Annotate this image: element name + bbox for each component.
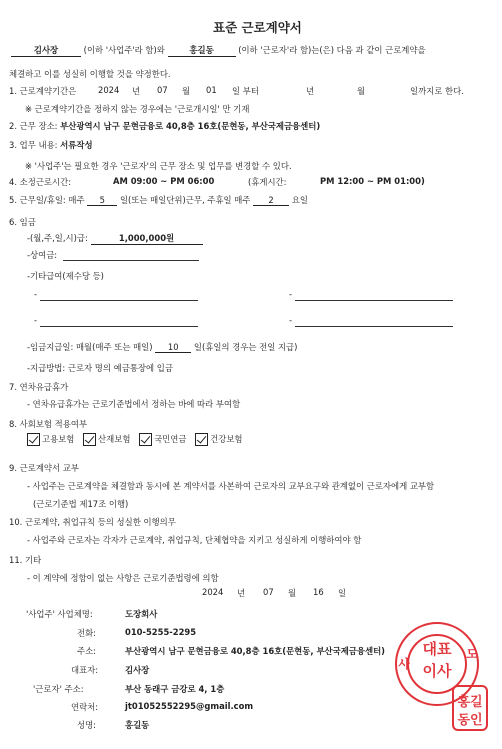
s1-start-day: 01 (206, 85, 217, 95)
employer-heading: '사업주' 사업체명: (26, 609, 93, 619)
intro-line-1 (11, 44, 426, 57)
weekly-holiday: 2 (253, 195, 289, 206)
insurance-pension[interactable] (139, 434, 186, 444)
s8-label: 8. 사회보험 적용여부 (9, 419, 88, 429)
other-pay-dash-2: - (289, 289, 293, 299)
s1-label: 1. 근로계약기간은 (9, 86, 77, 96)
employee-name-label: 성명: (77, 720, 97, 730)
intro-text-2: (이하 '근로자'라 함)는(은) 다음 과 같이 근로계약을 (238, 45, 426, 55)
insurance-employment[interactable] (27, 434, 74, 444)
other-pay-dash-3: - (34, 315, 38, 325)
rep-name: 김사장 (125, 665, 150, 675)
s3-row (9, 139, 93, 151)
checkbox-checked-icon[interactable] (195, 433, 208, 446)
employer-name: 김사장 (11, 44, 81, 57)
s6-wage-row (27, 232, 203, 245)
seal-left-text: 사 (398, 657, 410, 671)
s11-label: 11. 기타 (9, 555, 42, 565)
company-name: 도장회사 (125, 609, 158, 619)
bonus-label: -상여금: (27, 250, 58, 260)
work-place: 부산광역시 남구 문현금융로 40,8층 16호(문현동, 부산국제금융센터) (60, 121, 321, 131)
s1-start-month: 07 (157, 85, 168, 95)
other-pay-dash-1: - (34, 289, 38, 299)
s10-text: - 사업주와 근로자는 각자가 근로계약, 취업규칙, 단체협약을 지키고 성실하게 이행하여야 함 (27, 535, 362, 545)
s5-label: 5. 근무일/휴일: 매주 (9, 195, 85, 205)
job-description: 서류작성 (60, 140, 93, 150)
pay-method: -지급방법: 근로자 명의 예금통장에 입금 (27, 363, 173, 373)
s4-label: 4. 소정근로시간: (9, 177, 72, 187)
checkbox-checked-icon[interactable] (27, 433, 40, 446)
insurance-checkboxes (27, 433, 243, 446)
s7-label: 7. 연차유급휴가 (9, 382, 69, 392)
payday-value: 10 (155, 342, 191, 353)
work-hours: AM 09:00 ~ PM 06:00 (113, 176, 215, 186)
employer-address: 부산광역시 남구 문현금융로 40,8층 16호(문현동, 부산국제금융센터) (125, 646, 385, 656)
break-hours: PM 12:00 ~ PM 01:00) (320, 176, 425, 186)
intro-text-1: (이하 '사업주'라 함)와 (83, 45, 165, 55)
s3-note: ※ '사업주'는 필요한 경우 '근로자'의 근무 장소 및 업무를 변경할 수 있다. (25, 161, 292, 171)
s9-label: 9. 근로계약서 교부 (9, 463, 79, 473)
insurance-label: 국민연금 (154, 434, 187, 444)
wage-label: -(월,주,일,시)급: (27, 233, 88, 243)
s9-text-1: - 사업주는 근로계약을 체결함과 동시에 본 계약서를 사본하여 근로자의 교부요구와 관계없이 근로자에게 교부함 (27, 481, 435, 491)
sign-day-unit: 일 (338, 588, 347, 598)
checkbox-checked-icon[interactable] (139, 433, 152, 446)
other-pay-dash-4: - (289, 315, 293, 325)
break-label: (휴게시간: (248, 177, 287, 187)
s10-label: 10. 근로계약, 취업규칙 등의 성실한 이행의무 (9, 517, 176, 527)
s1-start-year: 2024 (98, 85, 120, 95)
s1-year-unit: 년 (132, 86, 141, 96)
employer-addr-label: 주소: (77, 646, 97, 656)
insurance-label: 건강보험 (210, 434, 243, 444)
payday-label: -임금지급일: 매월(매주 또는 매일) (27, 342, 153, 352)
s3-label: 3. 업무 내용: (9, 140, 58, 150)
sign-day: 16 (313, 587, 324, 597)
payday-tail: 일(휴일의 경우는 전일 지급) (193, 342, 298, 352)
other-pay-line-1 (40, 300, 198, 301)
seal-name-bottom: 동인 (457, 713, 483, 728)
sign-year: 2024 (202, 587, 224, 597)
seal-mid-text: 이사 (422, 662, 452, 680)
employer-phone: 010-5255-2295 (125, 627, 197, 637)
employee-signature-name: 홍길동 (125, 720, 150, 730)
insurance-label: 고용보험 (42, 434, 75, 444)
s1-day-unit: 일 부터 (232, 86, 259, 96)
seal-top-text: 대표 (422, 640, 452, 658)
work-days: 5 (87, 195, 117, 206)
s1-note: ※ 근로계약기간을 정하지 않는 경우에는 '근로개시일' 만 기재 (25, 104, 250, 114)
other-pay-line-2 (295, 300, 453, 301)
insurance-industrial[interactable] (83, 434, 130, 444)
sign-month: 07 (263, 587, 274, 597)
s6-payday-row (27, 341, 297, 353)
employee-addr-label: '근로자' 주소: (33, 684, 84, 694)
seal-stamp (389, 618, 493, 734)
s5-mid: 일(또는 매일단위)근무, 주휴일 매주 (119, 195, 251, 205)
insurance-label: 산재보험 (98, 434, 131, 444)
sign-month-unit: 월 (288, 588, 297, 598)
page-title: 표준 근로계약서 (213, 20, 302, 35)
contact-label: 연락처: (71, 702, 99, 712)
wage-amount: 1,000,000원 (91, 232, 203, 245)
employee-name: 홍길동 (168, 44, 236, 57)
s7-text: - 연차유급휴가는 근로기준법에서 정하는 바에 따라 부여함 (27, 399, 241, 409)
phone-label: 전화: (77, 628, 97, 638)
sign-year-unit: 년 (237, 588, 246, 598)
other-pay-line-4 (295, 326, 453, 327)
s2-label: 2. 근무 장소: (9, 121, 58, 131)
rep-label: 대표자: (71, 665, 99, 675)
insurance-health[interactable] (195, 434, 242, 444)
employee-address: 부산 동래구 금강로 4, 1층 (125, 684, 225, 694)
s11-text: - 이 계약에 정함이 없는 사항은 근로기준법령에 의함 (27, 573, 219, 583)
s5-row (9, 194, 308, 206)
s2-row (9, 120, 320, 132)
other-pay-label: -기타급여(제수당 등) (27, 271, 104, 281)
seal-right-text: 도 (466, 647, 478, 661)
s6-label: 6. 임금 (9, 217, 36, 227)
s9-text-2: (근로기준법 제17조 이행) (33, 499, 129, 509)
s1-month-unit: 월 (182, 86, 191, 96)
s1-end-day-unit: 일까지로 한다. (410, 86, 464, 96)
s1-end-year-unit: 년 (306, 86, 315, 96)
intro-line-2: 체결하고 이를 성실히 이행할 것을 약정한다. (9, 69, 171, 79)
employee-contact: jt01052552295@gmail.com (125, 701, 254, 711)
seal-name-top: 홍길 (457, 695, 483, 710)
checkbox-checked-icon[interactable] (83, 433, 96, 446)
bonus-line (63, 260, 199, 261)
s1-end-month-unit: 월 (357, 86, 366, 96)
s5-tail: 요일 (291, 195, 308, 205)
other-pay-line-3 (40, 326, 198, 327)
